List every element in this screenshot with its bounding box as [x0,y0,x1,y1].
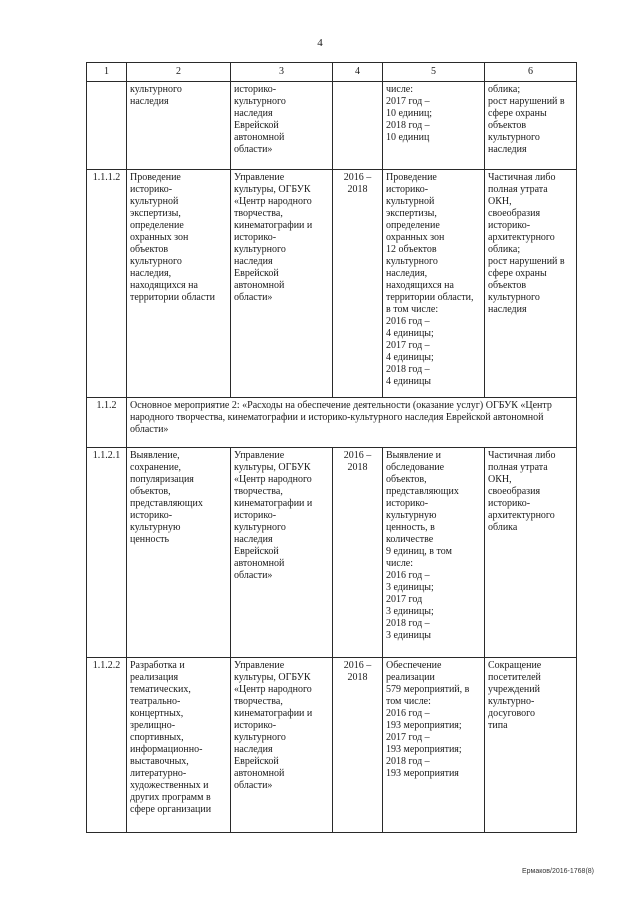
row-number: 1.1.2.1 [87,448,127,658]
period: 2016 – 2018 [333,170,383,398]
period: 2016 – 2018 [333,658,383,833]
consequences: Сокращение посетителей учреждений культурно-досугового типа [485,658,577,833]
row-number: 1.1.1.2 [87,170,127,398]
document-footer-id: Ермаков/2016-1768(8) [522,868,594,875]
consequences: Частичная либо полная утрата ОКН, своеобразия историко- архитектурного облика [485,448,577,658]
activity-name: Выявление, сохранение, популяризация объектов, представляющих историко- культурную ценность [127,448,231,658]
table-row [87,398,577,448]
header-cell: 2 [127,63,231,82]
header-cell: 3 [231,63,333,82]
header-cell: 5 [383,63,485,82]
row-number [87,82,127,170]
expected-result: Проведение историко- культурной экспертизы, определение охранных зон 12 объектов культурного наследия, находящихся на территории области, в том числе: 2016 год – 4 единицы; 2017 год – 4 единицы; 2018 год – 4 единицы [383,170,485,398]
expected-result: Обеспечение реализации 579 мероприятий, в том числе: 2016 год – 193 мероприятия; 2017 год – 193 мероприятия; 2018 год – 193 мероприятия [383,658,485,833]
period [333,82,383,170]
activity-name: культурного наследия [127,82,231,170]
row-number: 1.1.2.2 [87,658,127,833]
page-number: 4 [317,37,323,49]
header-row [87,63,577,82]
activity-name: Проведение историко- культурной экспертизы, определение охранных зон объектов культурного наследия, находящихся на территории области [127,170,231,398]
row-number: 1.1.2 [87,398,127,448]
main-activity-title: Основное мероприятие 2: «Расходы на обеспечение деятельности (оказание услуг) ОГБУК «Центр народного творчества, кинематографии и историко-культурного наследия Еврейской автономной области» [127,398,577,448]
activity-name: Разработка и реализация тематических, театрально- концертных, зрелищно- спортивных, информационно- выставочных, литературно- художественных и других программ в сфере организации [127,658,231,833]
expected-result: числе: 2017 год – 10 единиц; 2018 год – 10 единиц [383,82,485,170]
executor: Управление культуры, ОГБУК «Центр народного творчества, кинематографии и историко- культурного наследия Еврейской автономной области» [231,658,333,833]
header-cell: 6 [485,63,577,82]
executor: историко- культурного наследия Еврейской автономной области» [231,82,333,170]
table-row [87,448,577,658]
expected-result: Выявление и обследование объектов, представляющих историко- культурную ценность, в количестве 9 единиц, в том числе: 2016 год – 3 единицы; 2017 год 3 единицы; 2018 год – 3 единицы [383,448,485,658]
header-cell: 1 [87,63,127,82]
program-table [86,62,577,833]
table-row [87,170,577,398]
executor: Управление культуры, ОГБУК «Центр народного творчества, кинематографии и историко- культурного наследия Еврейской автономной области» [231,448,333,658]
header-cell: 4 [333,63,383,82]
period: 2016 – 2018 [333,448,383,658]
consequences: Частичная либо полная утрата ОКН, своеобразия историко- архитектурного облика; рост нарушений в сфере охраны объектов культурного наследия [485,170,577,398]
table-row [87,82,577,170]
table-row [87,658,577,833]
executor: Управление культуры, ОГБУК «Центр народного творчества, кинематографии и историко- культурного наследия Еврейской автономной области» [231,170,333,398]
consequences: облика; рост нарушений в сфере охраны объектов культурного наследия [485,82,577,170]
